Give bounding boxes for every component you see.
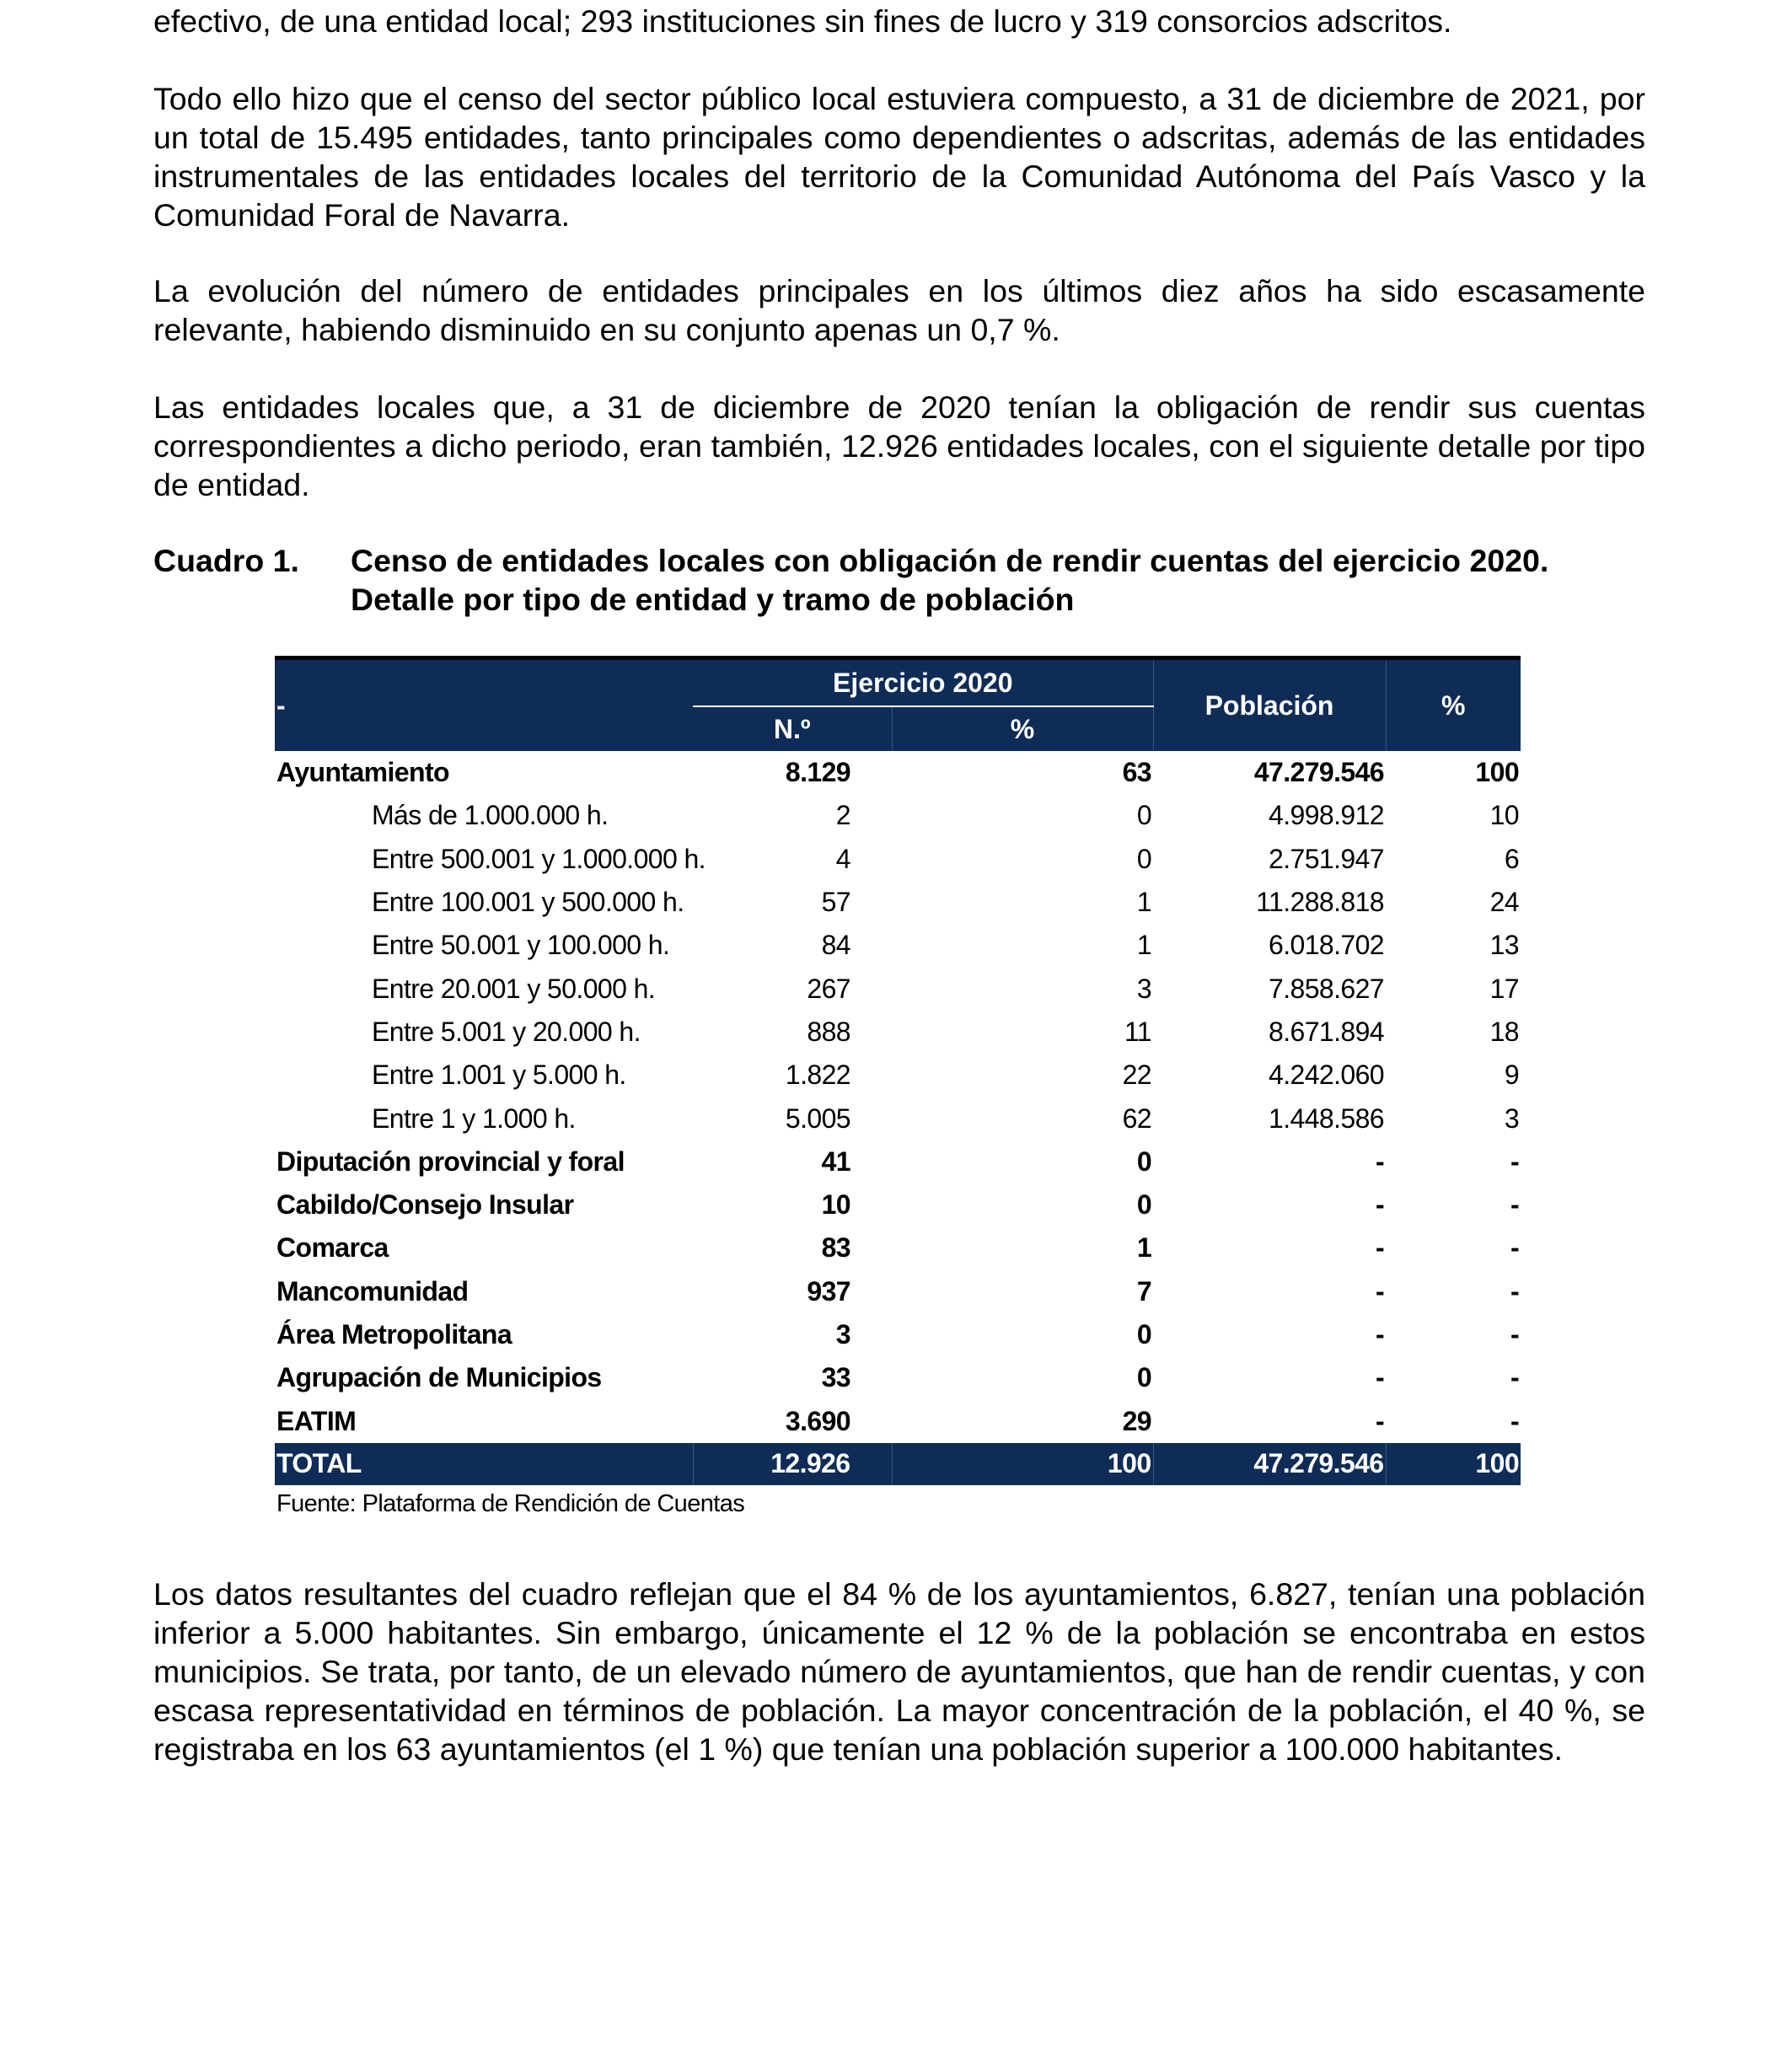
cell-entity: Ayuntamiento [276, 757, 449, 788]
cell-entity: Entre 1.001 y 5.000 h. [372, 1060, 626, 1091]
cell-entity: Área Metropolitana [276, 1319, 512, 1349]
table-row [275, 1140, 1521, 1183]
cell-number: 3 [835, 1319, 850, 1349]
table-row [275, 1226, 1521, 1269]
cell-pct-poblacion: - [1510, 1189, 1520, 1221]
cell-poblacion: - [1375, 1146, 1385, 1177]
total-label: TOTAL [275, 1443, 693, 1485]
cell-pct-poblacion: - [1510, 1319, 1520, 1349]
cell-number: 4 [835, 843, 850, 874]
cell-pct: 0 [1136, 1146, 1152, 1177]
cell-poblacion: 1.448.586 [1269, 1103, 1385, 1134]
table-row [275, 967, 1521, 1010]
cell-pct: 1 [1136, 887, 1152, 918]
cell-poblacion: - [1375, 1405, 1385, 1436]
cell-number: 10 [821, 1189, 850, 1221]
cell-pct: 22 [1122, 1060, 1152, 1091]
cell-poblacion: 8.671.894 [1269, 1016, 1385, 1047]
table-row [275, 1097, 1521, 1140]
cell-entity: Entre 1 y 1.000 h. [372, 1103, 576, 1134]
cell-number: 3.690 [785, 1405, 850, 1436]
table-row [275, 1270, 1521, 1313]
cell-number: 1.822 [785, 1060, 850, 1091]
header-pct-poblacion: % [1386, 660, 1521, 751]
cell-entity: Entre 20.001 y 50.000 h. [372, 973, 656, 1004]
cell-poblacion: 4.242.060 [1269, 1060, 1385, 1091]
cell-number: 937 [807, 1275, 850, 1307]
cell-pct: 7 [1136, 1275, 1152, 1307]
table-row [275, 794, 1521, 837]
cell-pct-poblacion: 17 [1489, 973, 1520, 1004]
header-poblacion: Población [1153, 660, 1386, 751]
cell-pct: 0 [1136, 843, 1152, 874]
cell-pct-poblacion: - [1510, 1405, 1520, 1436]
cell-pct-poblacion: 3 [1504, 1103, 1520, 1134]
cell-number: 41 [821, 1146, 850, 1177]
header-pct: % [892, 706, 1153, 751]
cell-number: 5.005 [785, 1103, 850, 1134]
cell-number: 8.129 [785, 757, 850, 788]
cell-number: 84 [821, 930, 850, 961]
cell-pct: 1 [1136, 1232, 1152, 1264]
cell-poblacion: 47.279.546 [1253, 757, 1385, 788]
total-poblacion: 47.279.546 [1153, 1443, 1386, 1485]
paragraph-3: La evolución del número de entidades principales en los últimos diez años ha sido escasamente relevante, habiendo disminuido en su conjunto apenas un 0,7 %. [153, 273, 1645, 347]
cell-pct: 62 [1122, 1103, 1152, 1134]
paragraph-2: Todo ello hizo que el censo del sector público local estuviera compuesto, a 31 de diciembre de 2021, por un total de 15.495 entidades, tanto principales como dependientes o adscritas, además de las entidades instrumentales de las entidades locales del territorio de la Comunidad Autónoma del País Vasco y la Comunidad Foral de Navarra. [153, 81, 1645, 233]
cell-number: 2 [835, 800, 850, 831]
cell-entity: Entre 50.001 y 100.000 h. [372, 930, 670, 961]
total-pct: 100 [892, 1443, 1153, 1485]
cell-poblacion: 11.288.818 [1256, 887, 1385, 918]
total-number: 12.926 [693, 1443, 892, 1485]
cell-pct-poblacion: 24 [1489, 887, 1520, 918]
table-total-row [275, 1443, 1521, 1485]
cell-pct: 0 [1136, 1362, 1152, 1393]
cell-pct: 3 [1136, 973, 1152, 1004]
caption-title: Censo de entidades locales con obligación de rendir cuentas del ejercicio 2020. Detalle por tipo de entidad y tramo de población [351, 543, 1549, 617]
cell-poblacion: 6.018.702 [1269, 930, 1385, 961]
cell-pct-poblacion: 13 [1489, 930, 1520, 961]
cell-entity: Diputación provincial y foral [276, 1146, 625, 1177]
census-table-container [275, 656, 1521, 1518]
cell-poblacion: 2.751.947 [1269, 843, 1385, 874]
table-row [275, 1399, 1521, 1442]
cell-pct: 0 [1136, 1319, 1152, 1349]
census-table [275, 660, 1521, 1485]
cell-entity: Entre 5.001 y 20.000 h. [372, 1016, 641, 1047]
cell-pct-poblacion: - [1510, 1362, 1520, 1393]
cell-poblacion: - [1375, 1232, 1385, 1264]
cell-pct-poblacion: 10 [1489, 800, 1520, 831]
cell-poblacion: - [1375, 1319, 1385, 1349]
table-row [275, 1011, 1521, 1054]
cell-entity: EATIM [276, 1405, 357, 1436]
table-row [275, 1183, 1521, 1226]
cell-pct-poblacion: 100 [1475, 757, 1520, 788]
cell-entity: Más de 1.000.000 h. [372, 800, 609, 831]
table-body [275, 751, 1521, 1485]
cell-pct-poblacion: - [1510, 1232, 1520, 1264]
paragraph-4: Las entidades locales que, a 31 de diciembre de 2020 tenían la obligación de rendir sus cuentas correspondientes a dicho periodo, eran también, 12.926 entidades locales, con el siguiente detalle por tipo de entidad. [153, 389, 1645, 502]
cell-poblacion: 7.858.627 [1269, 973, 1385, 1004]
cell-poblacion: - [1375, 1362, 1385, 1393]
cell-pct: 1 [1136, 930, 1152, 961]
cell-pct-poblacion: - [1510, 1275, 1520, 1307]
cell-entity: Cabildo/Consejo Insular [276, 1189, 574, 1221]
cell-number: 267 [807, 973, 850, 1004]
cell-pct-poblacion: 18 [1489, 1016, 1520, 1047]
cell-entity: Entre 100.001 y 500.000 h. [372, 887, 684, 918]
cell-number: 57 [821, 887, 850, 918]
paragraph-1: efectivo, de una entidad local; 293 instituciones sin fines de lucro y 319 consorcios adscritos. [153, 3, 1452, 39]
cell-pct-poblacion: 6 [1504, 843, 1520, 874]
cell-pct: 63 [1122, 757, 1152, 788]
header-ejercicio: Ejercicio 2020 [693, 660, 1153, 706]
paragraph-5: Los datos resultantes del cuadro reflejan que el 84 % de los ayuntamientos, 6.827, tenían una población inferior a 5.000 habitantes. Sin embargo, únicamente el 12 % de la población se encontraba en estos municipios. Se trata, por tanto, de un elevado número de ayuntamientos, que han de rendir cuentas, y con escasa representatividad en términos de población. La mayor concentración de la población, el 40 %, se registraba en los 63 ayuntamientos (el 1 %) que tenían una población superior a 100.000 habitantes. [153, 1576, 1645, 1767]
header-numero: N.º [693, 706, 892, 751]
table-row [275, 881, 1521, 924]
cell-entity: Entre 500.001 y 1.000.000 h. [372, 843, 706, 874]
table-row [275, 924, 1521, 967]
cell-entity: Agrupación de Municipios [276, 1362, 602, 1393]
cell-poblacion: - [1375, 1275, 1385, 1307]
cell-pct: 11 [1124, 1016, 1152, 1047]
table-source: Fuente: Plataforma de Rendición de Cuentas [276, 1489, 745, 1517]
cell-poblacion: 4.998.912 [1269, 800, 1385, 831]
cell-pct: 0 [1136, 1189, 1152, 1221]
cell-pct-poblacion: 9 [1504, 1060, 1520, 1091]
caption-label: Cuadro 1. [153, 543, 299, 578]
table-row [275, 1356, 1521, 1399]
cell-number: 33 [821, 1362, 850, 1393]
header-first-col: - [275, 660, 693, 751]
cell-poblacion: - [1375, 1189, 1385, 1221]
cell-number: 888 [807, 1016, 850, 1047]
total-pct-poblacion: 100 [1386, 1443, 1521, 1485]
table-row [275, 838, 1521, 881]
cell-entity: Mancomunidad [276, 1275, 469, 1307]
cell-pct: 29 [1122, 1405, 1152, 1436]
table-row [275, 1054, 1521, 1097]
cell-pct-poblacion: - [1510, 1146, 1520, 1177]
table-row [275, 751, 1521, 794]
cell-number: 83 [821, 1232, 850, 1264]
cell-entity: Comarca [276, 1232, 389, 1264]
table-header [275, 660, 1521, 751]
cell-pct: 0 [1136, 800, 1152, 831]
table-row [275, 1313, 1521, 1356]
